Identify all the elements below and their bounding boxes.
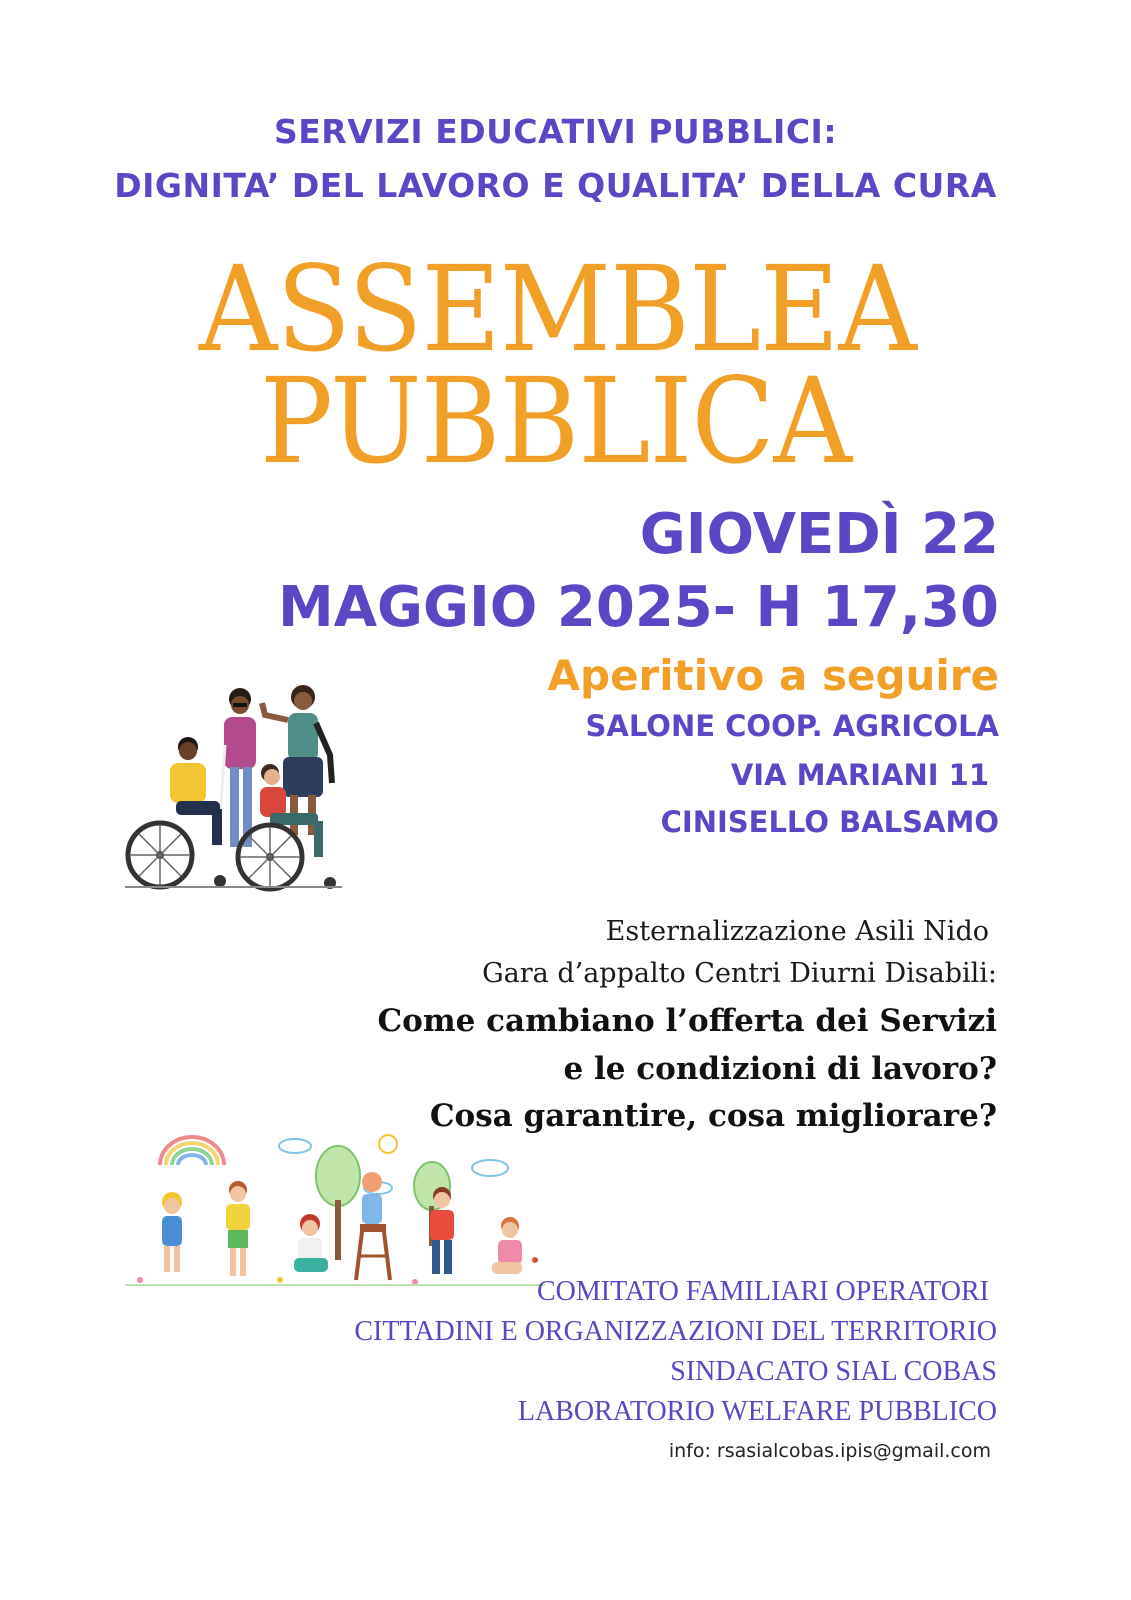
- header-line-2: DIGNITA’ DEL LAVORO E QUALITA’ DELLA CURA: [114, 166, 997, 205]
- question-line-1: Come cambiano l’offerta dei Servizi: [377, 1003, 997, 1039]
- topic-line-2: Gara d’appalto Centri Diurni Disabili:: [482, 958, 997, 989]
- question-line-2: e le condizioni di lavoro?: [563, 1051, 997, 1087]
- organizer-line-1: COMITATO FAMILIARI OPERATORI: [536, 1276, 989, 1307]
- question-line-3: Cosa garantire, cosa migliorare?: [429, 1098, 997, 1134]
- people-illustration: [120, 675, 350, 900]
- venue-city: CINISELLO BALSAMO: [660, 805, 999, 839]
- venue-street: VIA MARIANI 11: [730, 758, 989, 792]
- event-date-line-2: MAGGIO 2025- H 17,30: [277, 575, 999, 640]
- header-line-1: SERVIZI EDUCATIVI PUBBLICI:: [273, 112, 838, 151]
- organizer-line-3: SINDACATO SIAL COBAS: [670, 1356, 997, 1387]
- organizer-line-4: LABORATORIO WELFARE PUBBLICO: [517, 1396, 997, 1427]
- topic-line-1: Esternalizzazione Asili Nido: [605, 916, 989, 947]
- title-line-2: PUBBLICA: [259, 352, 852, 490]
- children-painting-illustration: [120, 1130, 550, 1300]
- venue-name: SALONE COOP. AGRICOLA: [585, 709, 999, 743]
- title-line-1: ASSEMBLEA: [199, 240, 916, 378]
- contact-email[interactable]: info: rsasialcobas.ipis@gmail.com: [668, 1440, 991, 1462]
- organizer-line-2: CITTADINI E ORGANIZZAZIONI DEL TERRITORIO: [354, 1316, 997, 1347]
- aperitivo-note: Aperitivo a seguire: [547, 651, 999, 700]
- event-date-line-1: GIOVEDÌ 22: [639, 502, 999, 567]
